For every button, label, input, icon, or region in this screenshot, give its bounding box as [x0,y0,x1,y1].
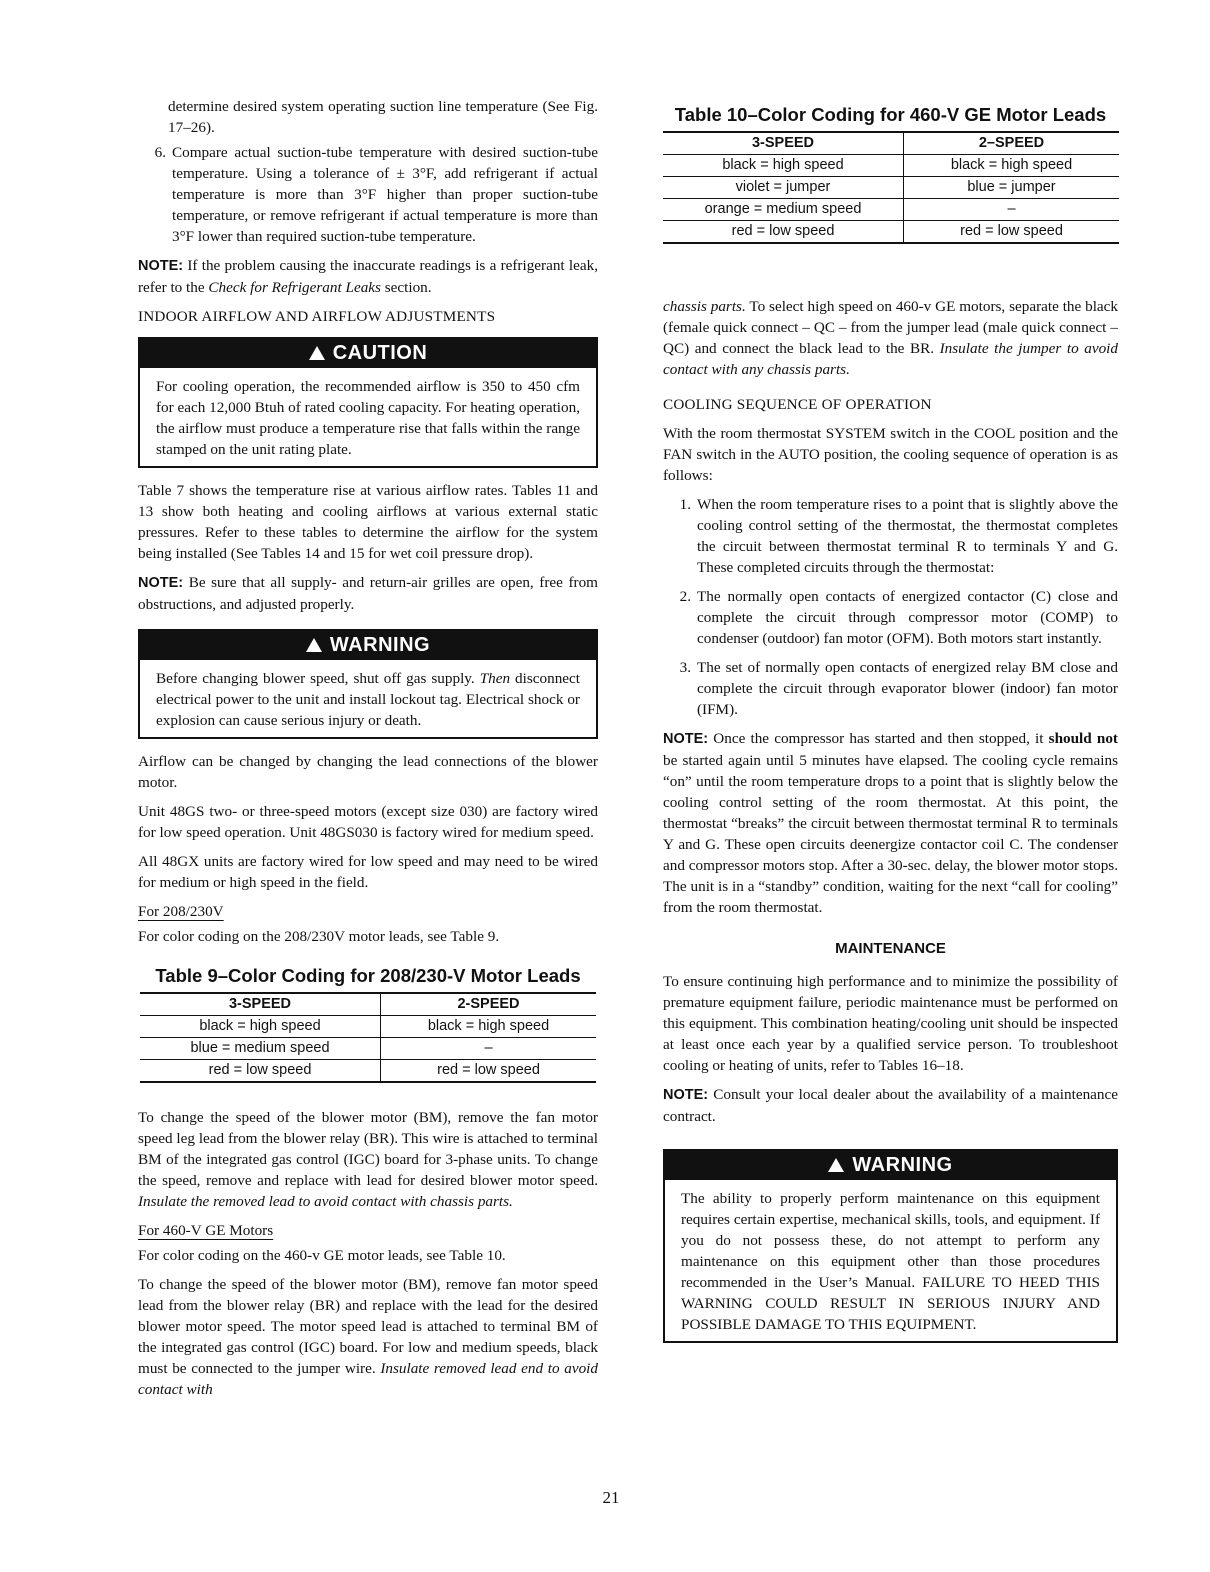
table9 [140,992,596,1083]
right-column [663,104,1118,1355]
table-cell: orange = medium speed [663,199,904,221]
heading-maintenance: MAINTENANCE [835,940,946,957]
step-number: 6. [154,144,166,161]
cooling-steps-list [663,494,1118,720]
warning-box-maintenance [663,1149,1118,1343]
left-column [138,96,598,1408]
warning-header [140,631,596,660]
table-cell: red = low speed [904,221,1120,244]
para-cooling-intro: With the room thermostat SYSTEM switch in the COOL position and the FAN switch in the AUTO position, the cooling sequence of operation is as follows: [663,425,1118,484]
table-cell: black = high speed [140,1016,381,1038]
note-text: If the problem causing the inaccurate readings is a refrigerant leak, refer to the [138,257,598,296]
para-continued-italic-1: chassis parts. [663,298,746,315]
note-label: NOTE: [138,575,184,591]
warning-triangle-icon [306,638,322,652]
para-change-speed-text: To change the speed of the blower motor (BM), remove the fan motor speed leg lead from the blower relay (BR). This wire is attached to terminal BM of the integrated gas control (IGC) board for 3-phase units. To change the speed, remove and replace with lead for desired blower motor speed. [138,1109,598,1189]
para-continued-italic-2: Insulate the jumper to avoid contact with any chassis parts. [663,340,1118,378]
table-cell: blue = jumper [904,177,1120,199]
note-label: NOTE: [663,1087,709,1103]
table-row [140,1038,596,1060]
para-airflow: Airflow can be changed by changing the lead connections of the blower motor. [138,753,598,791]
heading-cooling-sequence: COOLING SEQUENCE OF OPERATION [663,396,932,413]
table-cell: black = high speed [663,155,904,177]
para-460v: For color coding on the 460-v GE motor leads, see Table 10. [138,1247,506,1264]
note-text-a: Once the compressor has started and then stopped, it [708,730,1049,747]
step-number: 2. [679,588,691,605]
subheading-208v-text: For 208/230V [138,903,224,920]
warning-text: The ability to properly perform maintenance on this equipment requires certain expertise, mechanical skills, tools, and equipment. If you do not possess these, do not attempt to perform any maintenance on this equipment other than those procedures recommended in the User’s Manual. FAILURE TO HEED THIS WARNING COULD RESULT IN SERIOUS INJURY AND POSSIBLE DAMAGE TO THIS EQUIPMENT. [681,1190,1100,1333]
warning-triangle-icon [828,1158,844,1172]
warning-title: WARNING [329,634,431,656]
list-item [663,657,1118,720]
caution-title: CAUTION [332,342,428,364]
table-cell: – [381,1038,597,1060]
para-208v: For color coding on the 208/230V motor leads, see Table 9. [138,928,500,945]
table10 [663,131,1119,244]
list-item [663,494,1118,578]
caution-text: For cooling operation, the recommended airflow is 350 to 450 cfm for each 12,000 Btuh of rated cooling capacity. For heating operation, the airflow must produce a temperature rise that falls within the range stamped on the unit rating plate. [156,378,580,458]
warning-text [140,660,596,737]
table-cell: blue = medium speed [140,1038,381,1060]
warning-box-blower [138,629,598,739]
table-row [140,1060,596,1083]
table9-title: Table 9–Color Coding for 208/230-V Motor Leads [155,965,581,986]
table-row [663,221,1119,244]
warning-header [665,1151,1116,1180]
link-check-refrigerant-leaks: Check for Refrigerant Leaks [208,279,381,296]
para-continued-text: To select high speed on 460-v GE motors, separate the black (female quick connect – QC – from the jumper lead (male quick connect – QC) and connect the black lead to the BR. [663,298,1119,357]
table-cell: red = low speed [381,1060,597,1083]
note-text-b: be started again until 5 minutes have elapsed. The cooling cycle remains “on” until the room temperature drops to a point that is slightly below the cooling control setting of the room thermostat. At this point, the thermostat “breaks” the circuit between thermostat terminal R to terminals Y and G. These open circuits deenergize contactor coil C. The condenser and compressor motors stop. After a 30-sec. delay, the blower motor stops. The unit is in a “standby” condition, waiting for the next “call for cooling” from the room thermostat. [663,752,1118,916]
note-text: Be sure that all supply- and return-air grilles are open, free from obstructions, and adjusted properly. [138,574,598,613]
para-maintenance: To ensure continuing high performance and to minimize the possibility of premature equipment failure, periodic maintenance must be performed on this equipment. This combination heating/cooling unit should be inspected at least once each year by a qualified service person. To troubleshoot cooling or heating of units, refer to Tables 16–18. [663,973,1118,1074]
list-item [663,586,1118,649]
step-text: When the room temperature rises to a point that is slightly above the cooling control setting of the thermostat, the thermostat completes the circuit between thermostat terminal R to terminals Y and G. These completed circuits through the thermostat: [697,496,1118,576]
note-text-end: section. [380,279,432,296]
subheading-460v-text: For 460-V GE Motors [138,1222,274,1239]
note-grilles [138,572,598,615]
table-cell: violet = jumper [663,177,904,199]
para-change-speed-2 [138,1274,598,1400]
caution-box [138,337,598,468]
table-cell: black = high speed [904,155,1120,177]
table10-header-2speed: 2–SPEED [904,132,1120,155]
table10-title: Table 10–Color Coding for 460-V GE Motor Leads [674,104,1107,125]
step-text: The normally open contacts of energized contactor (C) close and complete the circuit through compressor motor (COMP) to condenser (outdoor) fan motor (OFM). Both motors start instantly. [697,588,1118,647]
note-refrigerant-leak [138,255,598,298]
note-compressor [663,728,1118,918]
para-change-speed [138,1107,598,1212]
step-number: 1. [679,496,691,513]
para-change-speed-italic: Insulate the removed lead to avoid contact with chassis parts. [138,1193,513,1210]
step-text: Compare actual suction-tube temperature with desired suction-tube temperature. Using a tolerance of ± 3°F, add refrigerant if actual temperature is more than 3°F higher than proper suction-tube temperature, or remove refrigerant if actual temperature is more than 3°F lower than required suction-tube temperature. [172,144,598,245]
table9-header-2speed: 2-SPEED [381,993,597,1016]
warning-triangle-icon [309,346,325,360]
table-row [140,1016,596,1038]
step5-continuation: determine desired system operating suction line temperature (See Fig. 17–26). [168,98,598,136]
warning-text-then: Then [479,670,511,687]
para-change-speed-2-text: To change the speed of the blower motor (BM), remove fan motor speed lead from the blower relay (BR) and replace with the lead for the desired blower motor speed. The motor speed lead is attached to terminal BM of the integrated gas control (IGC) board. For low and medium speeds, black must be connected to the jumper wire. [138,1276,598,1377]
warning-text-a: Before changing blower speed, shut off gas supply. [156,670,480,687]
table-row [663,155,1119,177]
para-460v-continued [663,296,1118,380]
para-change-speed-2-italic: Insulate removed lead end to avoid contact with [138,1360,598,1398]
table10-header-3speed: 3-SPEED [663,132,904,155]
warning-title: WARNING [852,1154,953,1176]
caution-header [140,339,596,368]
para-48gx: All 48GX units are factory wired for low speed and may need to be wired for medium or high speed in the field. [138,853,598,891]
table-cell: black = high speed [381,1016,597,1038]
subheading-208v [138,901,598,922]
note-text-bold: should not [1048,730,1118,747]
table9-header-3speed: 3-SPEED [140,993,381,1016]
note-label: NOTE: [663,731,709,747]
para-table7: Table 7 shows the temperature rise at various airflow rates. Tables 11 and 13 show both heating and cooling airflows at various external static pressures. Refer to these tables to determine the airflow for the system being installed (See Tables 14 and 15 for wet coil pressure drop). [138,482,598,562]
table-cell: red = low speed [663,221,904,244]
note-label: NOTE: [138,258,184,274]
note-text: Consult your local dealer about the availability of a maintenance contract. [663,1086,1118,1125]
table-cell: – [904,199,1120,221]
page-number: 21 [602,1488,620,1507]
table-row [663,177,1119,199]
para-48gs: Unit 48GS two- or three-speed motors (except size 030) are factory wired for low speed operation. Unit 48GS030 is factory wired for medium speed. [138,803,598,841]
heading-indoor-airflow: INDOOR AIRFLOW AND AIRFLOW ADJUSTMENTS [138,308,496,325]
step-text: The set of normally open contacts of energized relay BM close and complete the circuit through evaporator blower (indoor) fan motor (IFM). [697,659,1118,718]
subheading-460v [138,1220,598,1241]
step-6 [138,142,598,247]
warning-text-b: disconnect electrical power to the unit and install lockout tag. Electrical shock or explosion can cause serious injury or death. [156,670,580,729]
note-maintenance-contract [663,1084,1118,1127]
table-row [663,199,1119,221]
step-number: 3. [679,659,691,676]
table-cell: red = low speed [140,1060,381,1083]
